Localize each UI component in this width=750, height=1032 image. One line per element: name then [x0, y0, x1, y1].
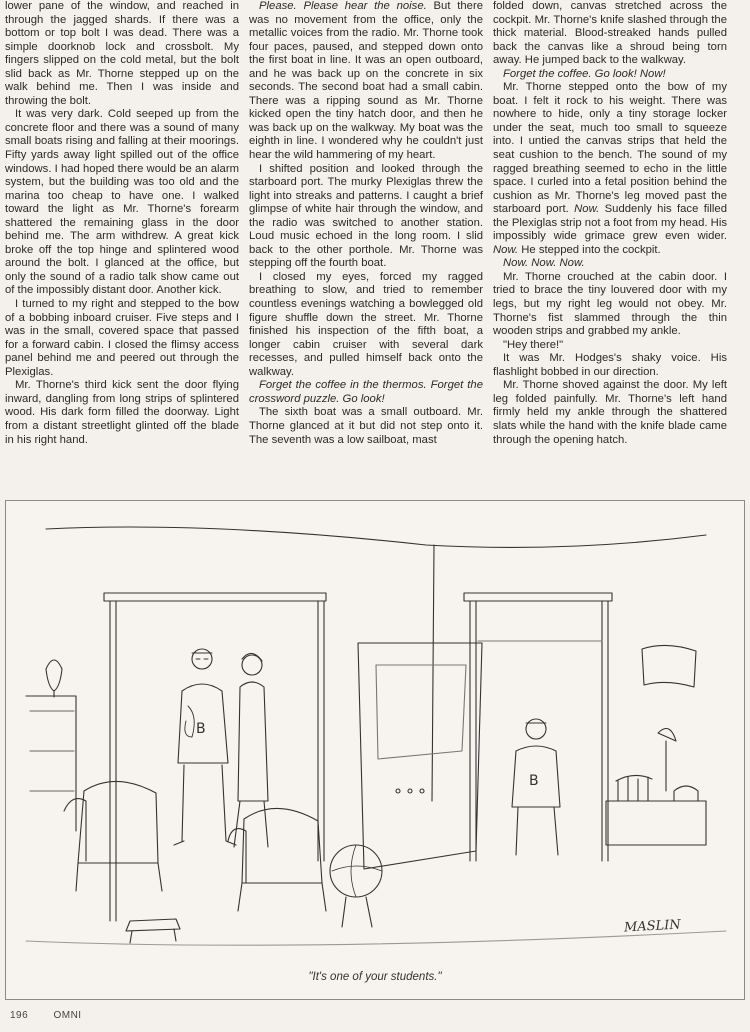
paragraph	[493, 339, 727, 353]
man-head	[192, 649, 212, 669]
student-head	[526, 719, 546, 739]
paragraph	[5, 298, 239, 379]
paragraph	[493, 68, 727, 82]
text-run: Suddenly his face filled the Plexiglas strip not a foot from my head. His impossibly wide grimace grew even wider.	[493, 203, 727, 243]
paragraph	[5, 108, 239, 298]
paragraph	[249, 0, 483, 163]
text-run: The sixth boat was a small outboard. Mr. Thorne glanced at it but did not step onto it. The seventh was a low sailboat, mast	[249, 406, 483, 446]
cartoon-caption: "It's one of your students."	[308, 971, 442, 983]
text-run: Now. Now. Now.	[503, 257, 585, 270]
paragraph	[493, 352, 727, 379]
column-2	[249, 0, 483, 492]
text-run: But there was no movement from the office, only the metallic voices from the radio. Mr. Thorne took four paces, paused, and stepped down onto the first boat in line. It was an open outboard, and he was back up on the concrete in six seconds. The second boat had a small cabin. There was a ripping sound as Mr. Thorne kicked open the tiny hatch door, and then he was back up on the walkway. My boat was the eighth in line. I wondered why he couldn't just hear the wild hammering of my heart.	[249, 0, 483, 162]
paragraph	[493, 257, 727, 271]
text-run: Mr. Thorne stepped onto the bow of my boat. I felt it rock to his weight. There was nowhere to hide, only a tiny storage locker under the seat, much too small to squeeze into. I untied the canvas strips that held the seat cushion to the bench. The sound of my ragged breathing seemed to echo in the little space. I curled into a fetal position behind the cushion as Mr. Thorne's leg moved past the starboard port.	[493, 81, 727, 216]
magazine-name: OMNI	[53, 1010, 82, 1021]
page-footer	[10, 1010, 104, 1021]
paragraph	[493, 81, 727, 257]
page-number: 196	[10, 1010, 29, 1021]
text-run: I turned to my right and stepped to the bow of a bobbing inboard cruiser. Five steps and I was in the small, covered space that passed for a forward cabin. I closed the flimsy access panel behind me and peered out through the Plexiglas.	[5, 298, 239, 378]
svg-text:B: B	[196, 721, 206, 737]
paragraph	[493, 271, 727, 339]
cartoon-panel	[5, 500, 745, 1000]
paragraph	[5, 0, 239, 108]
text-run: Now.	[568, 203, 600, 216]
column-3	[493, 0, 727, 492]
globe-icon	[330, 845, 382, 897]
text-run: Forget the coffee. Go look! Now!	[503, 67, 666, 80]
column-1	[5, 0, 239, 492]
artist-signature: MASLIN	[623, 917, 682, 936]
text-run: Forget the coffee in the thermos. Forget the crossword puzzle. Go look!	[249, 379, 483, 405]
paragraph	[249, 406, 483, 447]
text-run: Now.	[493, 243, 519, 256]
paragraph	[249, 163, 483, 271]
paragraph	[493, 0, 727, 68]
text-run: Mr. Thorne shoved against the door. My left leg folded painfully. Mr. Thorne's left hand firmly held my ankle through the shattered slats while the hand with the knife blade came through the opening hatch.	[493, 379, 727, 446]
text-run: lower pane of the window, and reached in through the jagged shards. If there was a bottom or top bolt I was dead. There was a simple doorknob lock and crossbolt. My fingers slipped on the cold metal, but the bolt slid back as Mr. Thorne stepped up on the walk behind me. Then I was inside and throwing the bolt.	[5, 0, 239, 107]
paragraph	[5, 379, 239, 447]
paragraph	[249, 379, 483, 406]
text-run: "Hey there!"	[503, 338, 564, 351]
article-text	[5, 0, 727, 492]
text-run: It was very dark. Cold seeped up from the concrete floor and there was a sound of many small boats rising and falling at their moorings. Fifty yards away light spilled out of the office windows. I had hoped there would be an alarm system, but the building was too old and the marina too cheap to have one. I walked toward the light as Mr. Thorne's forearm shattered the remaining glass in the door behind me. The arm withdrew. A great kick broke off the top hinge and splintered wood around the bolt. I glanced at the office, but only the sound of a radio talk show came out of the impossibly distant door. Another kick.	[5, 108, 239, 297]
text-run: I closed my eyes, forced my ragged breathing to slow, and tried to remember countless evenings watching a bowlegged old figure shuffle down the street. Mr. Thorne finished his inspection of the fifth boat, a longer cabin cruiser with several dark recesses, and pulled himself back onto the walkway.	[249, 270, 483, 378]
text-run: Mr. Thorne crouched at the cabin door. I tried to brace the tiny louvered door with my legs, but my right leg would not obey. Mr. Thorne's fist slammed through the thin wooden strips and grabbed my ankle.	[493, 270, 727, 338]
svg-text:B: B	[529, 773, 539, 789]
paragraph	[493, 379, 727, 447]
text-run: He stepped into the cockpit.	[518, 243, 661, 256]
text-run: folded down, canvas stretched across the cockpit. Mr. Thorne's knife slashed through the thick material. Blood-streaked hands pulled back the canvas like a shroud being torn away. He jumped back to the walkway.	[493, 0, 727, 67]
text-run: It was Mr. Hodges's shaky voice. His flashlight bobbed in our direction.	[493, 352, 727, 378]
text-run: I shifted position and looked through the starboard port. The murky Plexiglas threw the light into streaks and patterns. I caught a brief glimpse of white hair through the window, and the radio was switched to another station. Loud music echoed in the long room. I slid back to the other porthole. Mr. Thorne was stepping off the fourth boat.	[249, 162, 483, 270]
text-run: Mr. Thorne's third kick sent the door flying inward, dangling from long strips of splintered wood. His dark form filled the doorway. Light from a distant streetlight glinted off the blade in his right hand.	[5, 379, 239, 446]
paragraph	[249, 271, 483, 379]
text-run: Please. Please hear the noise.	[259, 0, 427, 12]
